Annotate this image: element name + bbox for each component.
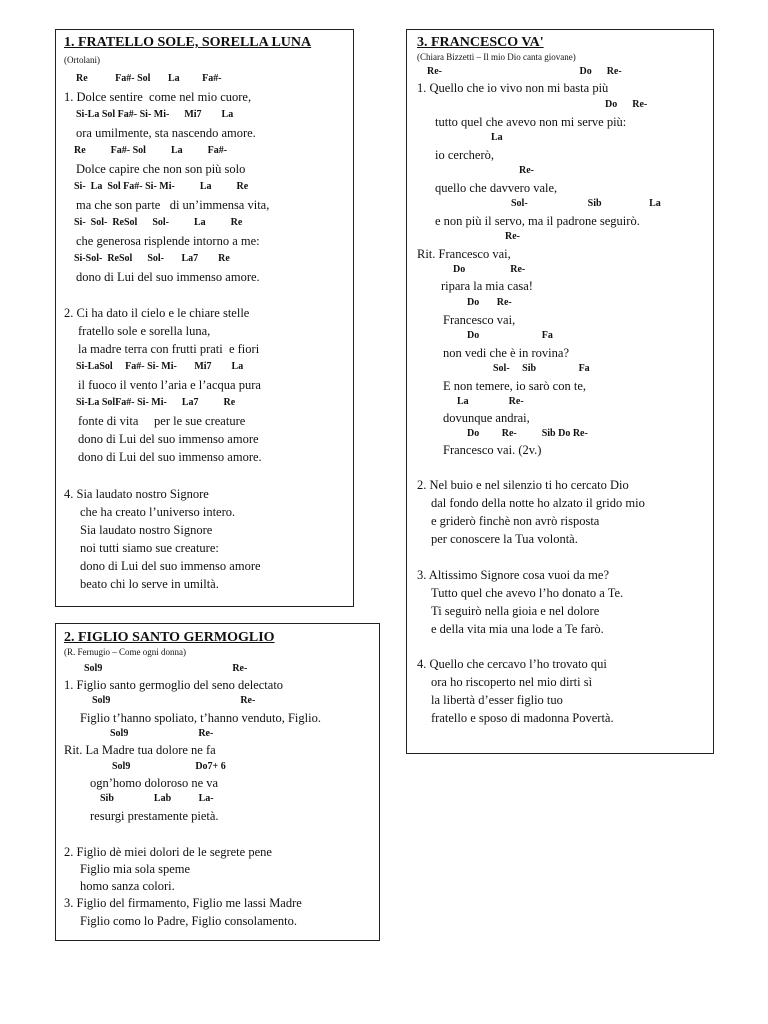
song-title: 1. FRATELLO SOLE, SORELLA LUNA <box>64 35 312 50</box>
chord-line: Si-La Sol Fa#- Si- Mi- Mi7 La <box>76 109 234 120</box>
lyric-line: Dolce capire che non son più solo <box>76 162 246 176</box>
lyric-line: 4. Quello che cercavo l’ho trovato qui <box>417 657 607 671</box>
chord-line: Re- <box>505 231 520 242</box>
lyric-line: Sia laudato nostro Signore <box>80 523 213 537</box>
chord-line: Sol9 Re- <box>110 728 214 739</box>
chord-line: Do Fa <box>467 330 553 341</box>
lyric-line: beato chi lo serve in umiltà. <box>80 577 219 591</box>
lyric-line: e griderò finchè non avrò risposta <box>431 514 600 528</box>
song-3-box <box>406 29 714 754</box>
chord-line: Sol9 Re- <box>92 695 256 706</box>
song-2-box <box>55 623 380 941</box>
lyric-line: Rit. Francesco vai, <box>417 247 511 261</box>
lyric-line: e della vita mia una lode a Te farò. <box>431 622 604 636</box>
chord-line: Sol9 Re- <box>84 663 248 674</box>
lyric-line: ma che son parte di un’immensa vita, <box>76 198 270 212</box>
chord-line: Si-La SolFa#- Si- Mi- La7 Re <box>76 397 236 408</box>
lyric-line: fratello e sposo di madonna Povertà. <box>431 711 614 725</box>
lyric-line: homo sanza colori. <box>80 879 175 893</box>
lyric-line: fonte di vita per le sue creature <box>78 414 246 428</box>
lyric-line: dal fondo della notte ho alzato il grido mio <box>431 496 645 510</box>
lyric-line: dono di Lui del suo immenso amore. <box>76 270 260 284</box>
lyric-line: ora ho riscoperto nel mio dirti sì <box>431 675 593 689</box>
chord-line: Sib Lab La- <box>100 793 214 804</box>
song-author: (R. Fernugio – Come ogni donna) <box>64 647 186 657</box>
lyric-line: che ha creato l’universo intero. <box>80 505 236 519</box>
chord-line: Re- Do Re- <box>427 66 622 77</box>
lyric-line: dono di Lui del suo immenso amore <box>80 559 261 573</box>
lyric-line: Figlio t’hanno spoliato, t’hanno venduto, Figlio. <box>80 711 321 725</box>
chord-line: Si-Sol- ReSol Sol- La7 Re <box>74 253 230 264</box>
lyric-line: ripara la mia casa! <box>441 279 533 293</box>
lyric-line: 3. Altissimo Signore cosa vuoi da me? <box>417 568 609 582</box>
lyric-line: resurgi prestamente pietà. <box>90 809 219 823</box>
lyric-line: ora umilmente, sta nascendo amore. <box>76 126 256 140</box>
lyric-line: fratello sole e sorella luna, <box>78 324 211 338</box>
lyric-line: 1. Quello che io vivo non mi basta più <box>417 81 609 95</box>
lyric-line: e non più il servo, ma il padrone seguirò. <box>435 214 640 228</box>
chord-line: Do Re- Sib Do Re- <box>467 428 588 439</box>
lyric-line: Figlio mia sola speme <box>80 862 191 876</box>
lyric-line: la libertà d’esser figlio tuo <box>431 693 563 707</box>
lyric-line: dovunque andrai, <box>443 411 530 425</box>
song-title: 3. FRANCESCO VA' <box>417 35 544 50</box>
lyric-line: Francesco vai. (2v.) <box>443 443 542 457</box>
chord-line: Re- <box>519 165 534 176</box>
lyric-line: Figlio como lo Padre, Figlio consolamento. <box>80 914 297 928</box>
lyric-line: 4. Sia laudato nostro Signore <box>64 487 209 501</box>
lyric-line: il fuoco il vento l’aria e l’acqua pura <box>78 378 261 392</box>
lyric-line: 1. Dolce sentire come nel mio cuore, <box>64 90 252 104</box>
lyric-line: dono di Lui del suo immenso amore <box>78 432 259 446</box>
lyric-line: Tutto quel che avevo l’ho donato a Te. <box>431 586 624 600</box>
lyric-line: E non temere, io sarò con te, <box>443 379 587 393</box>
lyric-line: io cercherò, <box>435 148 494 162</box>
chord-line: Sol9 Do7+ 6 <box>112 761 226 772</box>
chord-line: Si-LaSol Fa#- Si- Mi- Mi7 La <box>76 361 244 372</box>
lyric-line: Ti seguirò nella gioia e nel dolore <box>431 604 600 618</box>
lyric-line: 2. Figlio dè miei dolori de le segrete pene <box>64 845 272 859</box>
chord-line: Si- Sol- ReSol Sol- La Re <box>74 217 243 228</box>
chord-line: Re Fa#- Sol La Fa#- <box>74 145 228 156</box>
song-1-box <box>55 29 354 607</box>
lyric-line: tutto quel che avevo non mi serve più: <box>435 115 627 129</box>
chord-line: Sol- Sib La <box>511 198 661 209</box>
chord-line: Do Re- <box>453 264 526 275</box>
lyric-line: noi tutti siamo sue creature: <box>80 541 219 555</box>
chord-line: Si- La Sol Fa#- Si- Mi- La Re <box>74 181 249 192</box>
lyric-line: la madre terra con frutti prati e fiori <box>78 342 260 356</box>
lyric-line: Francesco vai, <box>443 313 516 327</box>
lyric-line: quello che davvero vale, <box>435 181 558 195</box>
chord-line: Sol- Sib Fa <box>493 363 590 374</box>
lyric-line: dono di Lui del suo immenso amore. <box>78 450 262 464</box>
lyric-line: non vedi che è in rovina? <box>443 346 569 360</box>
song-author: (Chiara Bizzetti – Il mio Dio canta giovane) <box>417 52 576 62</box>
chord-line: Re Fa#- Sol La Fa#- <box>76 73 222 84</box>
song-title: 2. FIGLIO SANTO GERMOGLIO <box>64 630 275 645</box>
song-author: (Ortolani) <box>64 55 100 65</box>
lyric-line: per conoscere la Tua volontà. <box>431 532 578 546</box>
lyric-line: 3. Figlio del firmamento, Figlio me lassi Madre <box>64 896 302 910</box>
chord-line: La <box>491 132 503 143</box>
lyric-line: Rit. La Madre tua dolore ne fa <box>64 743 216 757</box>
lyric-line: ogn’homo doloroso ne va <box>90 776 219 790</box>
chord-line: Do Re- <box>605 99 648 110</box>
lyric-line: che generosa risplende intorno a me: <box>76 234 260 248</box>
lyric-line: 1. Figlio santo germoglio del seno delectato <box>64 678 284 692</box>
lyric-line: 2. Nel buio e nel silenzio ti ho cercato Dio <box>417 478 629 492</box>
chord-line: Do Re- <box>467 297 512 308</box>
chord-line: La Re- <box>457 396 524 407</box>
lyric-line: 2. Ci ha dato il cielo e le chiare stelle <box>64 306 250 320</box>
